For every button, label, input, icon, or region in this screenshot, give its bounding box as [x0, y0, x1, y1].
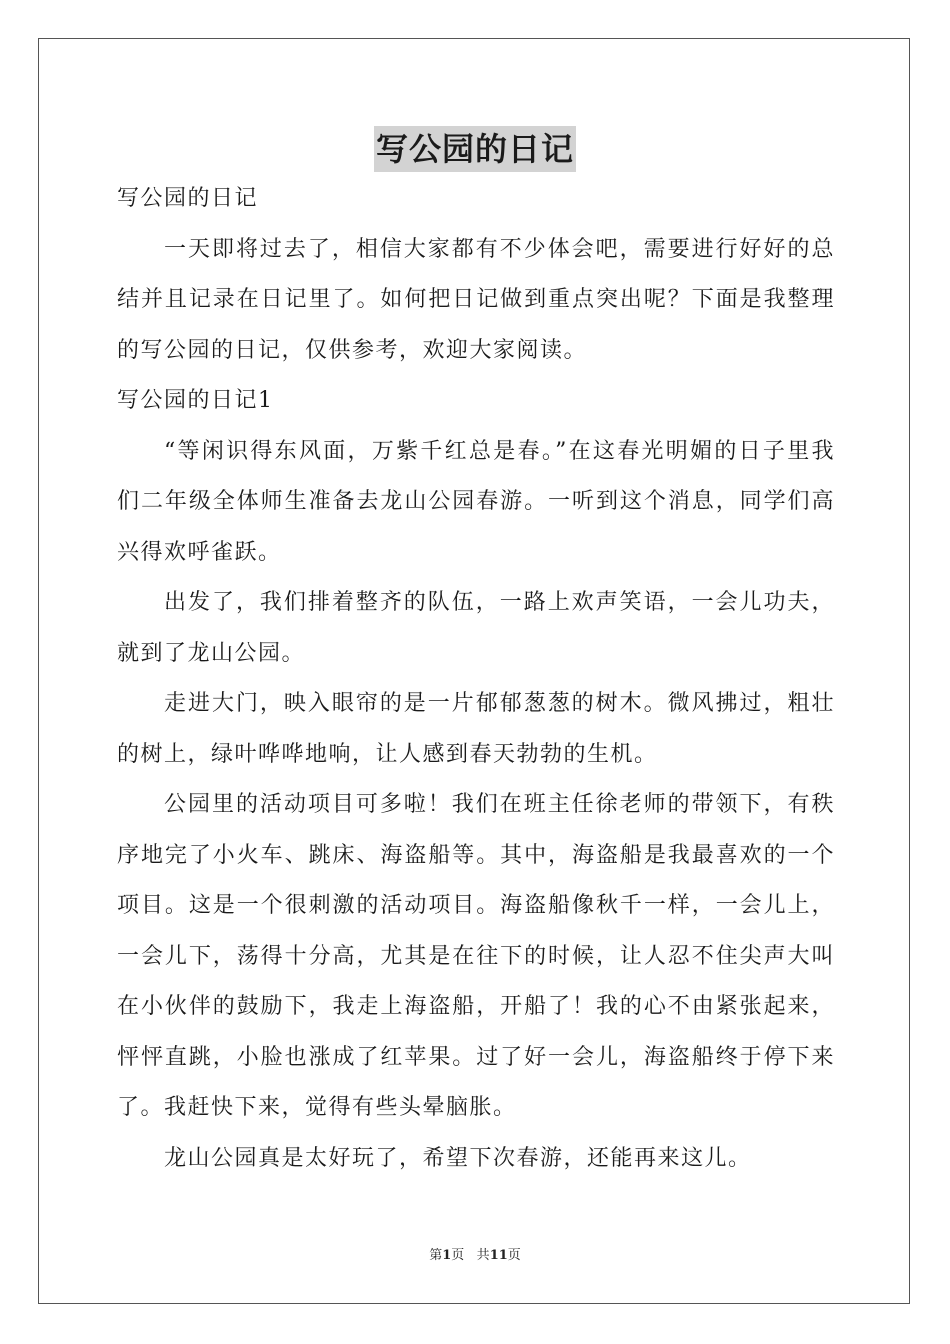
paragraph: 写公园的日记: [117, 186, 259, 211]
footer-total-pages: 11: [489, 1248, 508, 1263]
footer-page-prefix: 第: [429, 1248, 443, 1263]
page-footer: [0, 1246, 950, 1266]
document-title: 写公园的日记: [374, 126, 576, 172]
section-heading: 写公园的日记1: [117, 388, 274, 413]
footer-page-suffix: 页: [451, 1248, 465, 1263]
paragraph: “等闲识得东风面，万紫千红总是春。”在这春光明媚的日子里我们二年级全体师生准备去龙山公园春游。一听到这个消息，同学们高兴得欢呼雀跃。: [117, 438, 835, 565]
paragraph: 一天即将过去了，相信大家都有不少体会吧，需要进行好好的总结并且记录在日记里了。如何把日记做到重点突出呢？下面是我整理的写公园的日记，仅供参考，欢迎大家阅读。: [117, 236, 835, 363]
paragraph: 公园里的活动项目可多啦！我们在班主任徐老师的带领下，有秩序地完了小火车、跳床、海盗船等。其中，海盗船是我最喜欢的一个项目。这是一个很刺激的活动项目。海盗船像秋千一样，一会儿上，一会儿下，荡得十分高，尤其是在往下的时候，让人忍不住尖声大叫在小伙伴的鼓励下，我走上海盗船，开船了！我的心不由紧张起来，怦怦直跳，小脸也涨成了红苹果。过了好一会儿，海盗船终于停下来了。我赶快下来，觉得有些头晕脑胀。: [117, 792, 835, 1120]
paragraph: 龙山公园真是太好玩了，希望下次春游，还能再来这儿。: [164, 1145, 752, 1171]
paragraph: 出发了，我们排着整齐的队伍，一路上欢声笑语，一会儿功夫，就到了龙山公园。: [117, 590, 835, 666]
footer-total-prefix: 共: [476, 1248, 490, 1263]
paragraph: 走进大门，映入眼帘的是一片郁郁葱葱的树木。微风拂过，粗壮的树上，绿叶哗哗地响，让人感到春天勃勃的生机。: [117, 691, 835, 767]
document-body: [117, 174, 835, 1184]
title-container: [0, 126, 950, 172]
footer-page-number: 1: [442, 1248, 452, 1263]
footer-total-suffix: 页: [507, 1248, 521, 1263]
